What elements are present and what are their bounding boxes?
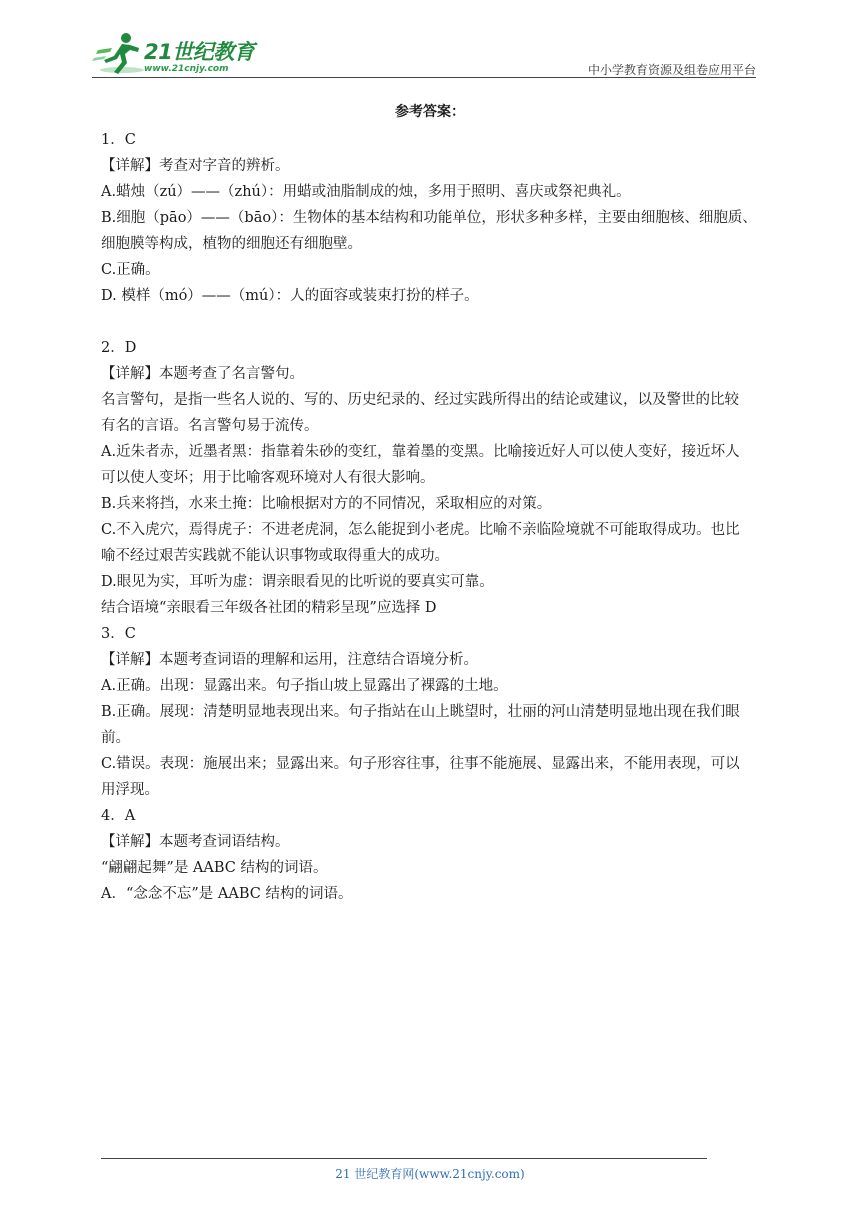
text-line: B.细胞（pāo）——（bāo）：生物体的基本结构和功能单位，形状多种多样，主要由细胞核、细胞质、 xyxy=(101,210,757,226)
text-line: A.蜡烛（zú）——（zhú）：用蜡或油脂制成的烛，多用于照明、喜庆或祭祀典礼。 xyxy=(101,184,631,200)
text-line: “翩翩起舞”是 AABC 结构的词语。 xyxy=(101,860,328,876)
blank-line xyxy=(101,309,766,335)
text-line: 前。 xyxy=(101,730,130,746)
text-line: 可以使人变坏；用于比喻客观环境对人有很大影响。 xyxy=(101,470,435,486)
text-line: 【详解】考查对字音的辨析。 xyxy=(101,158,290,174)
text-line: 1．C xyxy=(101,132,136,148)
text-line: 名言警句，是指一些名人说的、写的、历史纪录的、经过实践所得出的结论或建议，以及警世的比较 xyxy=(101,392,739,408)
text-line: 喻不经过艰苦实践就不能认识事物或取得重大的成功。 xyxy=(101,548,449,564)
logo-url: www.21cnjy.com xyxy=(144,64,229,74)
text-line: B.正确。展现：清楚明显地表现出来。句子指站在山上眺望时，壮丽的河山清楚明显地出现在我们眼 xyxy=(101,704,740,720)
text-line: B.兵来将挡，水来土掩：比喻根据对方的不同情况，采取相应的对策。 xyxy=(101,496,552,512)
text-line: C.错误。表现：施展出来；显露出来。句子形容往事，往事不能施展、显露出来，不能用表现，可以 xyxy=(101,756,740,772)
text-line: 结合语境“亲眼看三年级各社团的精彩呈现”应选择 D xyxy=(101,600,437,616)
text-line: 2．D xyxy=(101,340,137,356)
site-logo xyxy=(92,30,262,80)
text-line: 【详解】本题考查了名言警句。 xyxy=(101,366,304,382)
footer-divider xyxy=(101,1158,707,1159)
text-line: A.正确。出现：显露出来。句子指山坡上显露出了裸露的土地。 xyxy=(101,678,508,694)
text-line: 3．C xyxy=(101,626,136,642)
text-line: D.眼见为实，耳听为虚：谓亲眼看见的比听说的要真实可靠。 xyxy=(101,574,494,590)
text-line: 细胞膜等构成，植物的细胞还有细胞壁。 xyxy=(101,236,362,252)
text-line: 4．A xyxy=(101,808,136,824)
document-title: 参考答案： xyxy=(395,104,465,120)
answer-content xyxy=(101,127,766,907)
text-line: A．“念念不忘”是 AABC 结构的词语。 xyxy=(101,886,353,902)
platform-name: 中小学教育资源及组卷应用平台 xyxy=(587,63,756,77)
text-line: 有名的言语。名言警句易于流传。 xyxy=(101,418,319,434)
page-header xyxy=(92,30,756,80)
text-line: 【详解】本题考查词语的理解和运用，注意结合语境分析。 xyxy=(101,652,478,668)
text-line: C.不入虎穴，焉得虎子：不进老虎洞，怎么能捉到小老虎。比喻不亲临险境就不可能取得成功。也比 xyxy=(101,522,740,538)
text-line: A.近朱者赤，近墨者黑：指靠着朱砂的变红，靠着墨的变黑。比喻接近好人可以使人变好，接近坏人 xyxy=(101,444,740,460)
page-footer: 21 世纪教育网(www.21cnjy.com) xyxy=(335,1167,525,1181)
runner-logo-icon xyxy=(92,30,144,76)
text-line: C.正确。 xyxy=(101,262,160,278)
text-line: D. 模样（mó）——（mú）：人的面容或装束打扮的样子。 xyxy=(101,288,479,304)
header-divider xyxy=(92,77,756,78)
text-line: 用浮现。 xyxy=(101,782,159,798)
text-line: 【详解】本题考查词语结构。 xyxy=(101,834,290,850)
logo-wordmark: 21世纪教育 xyxy=(144,40,255,64)
